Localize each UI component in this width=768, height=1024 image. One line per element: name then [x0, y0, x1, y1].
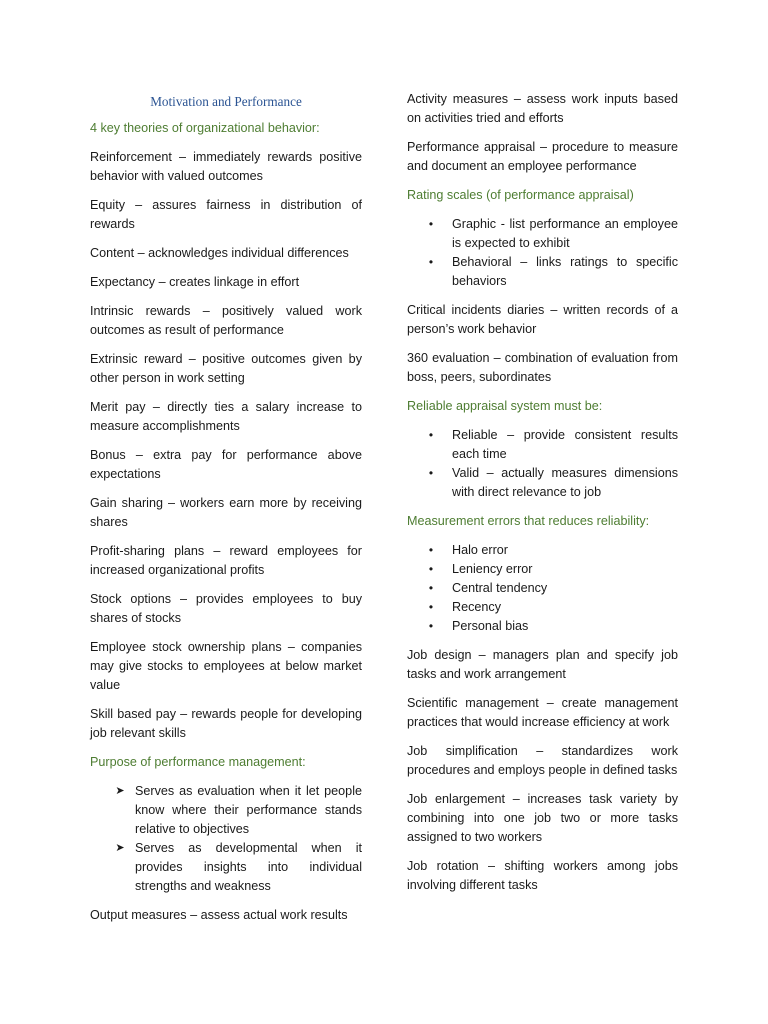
term-job-rotation: Job rotation – shifting workers among jobs involving different tasks	[407, 859, 678, 892]
error-item: • Recency	[407, 598, 678, 617]
term-performance-appraisal: Performance appraisal – procedure to measure and document an employee performance	[407, 140, 678, 173]
theory-reinforcement: Reinforcement – immediately rewards positive behavior with valued outcomes	[90, 150, 362, 183]
dot-bullet-icon: •	[428, 600, 434, 614]
error-item: • Central tendency	[407, 579, 678, 598]
term-bonus: Bonus – extra pay for performance above expectations	[90, 448, 362, 481]
heading-measurement-errors: Measurement errors that reduces reliability:	[407, 514, 650, 528]
right-column	[407, 90, 678, 905]
dot-bullet-icon: •	[428, 428, 434, 442]
theory-content: Content – acknowledges individual differences	[90, 246, 349, 260]
page-title: Motivation and Performance	[150, 94, 302, 109]
dot-bullet-icon: •	[428, 466, 434, 480]
heading-rating-scales: Rating scales (of performance appraisal)	[407, 188, 634, 202]
arrow-bullet-icon: ➤	[115, 842, 125, 854]
reliable-list	[407, 426, 678, 502]
dot-bullet-icon: •	[428, 255, 434, 269]
dot-bullet-icon: •	[428, 217, 434, 231]
term-job-enlargement: Job enlargement – increases task variety by combining into one job two or more tasks assigned to two workers	[407, 792, 678, 844]
dot-bullet-icon: •	[428, 581, 434, 595]
heading-purpose: Purpose of performance management:	[90, 755, 306, 769]
reliable-item: • Reliable – provide consistent results each time	[407, 426, 678, 464]
term-scientific-management: Scientific management – create management practices that would increase efficiency at work	[407, 696, 678, 729]
term-skill-based-pay: Skill based pay – rewards people for developing job relevant skills	[90, 707, 362, 740]
error-item: • Leniency error	[407, 560, 678, 579]
dot-bullet-icon: •	[428, 543, 434, 557]
term-output-measures: Output measures – assess actual work results	[90, 908, 348, 922]
term-profit-sharing: Profit-sharing plans – reward employees for increased organizational profits	[90, 544, 362, 577]
error-item: • Halo error	[407, 541, 678, 560]
theory-expectancy: Expectancy – creates linkage in effort	[90, 275, 300, 289]
arrow-bullet-icon: ➤	[115, 785, 125, 797]
term-critical-incidents: Critical incidents diaries – written records of a person’s work behavior	[407, 303, 678, 336]
left-column	[90, 90, 362, 935]
term-360-evaluation: 360 evaluation – combination of evaluation from boss, peers, subordinates	[407, 351, 678, 384]
purpose-item: ➤ Serves as evaluation when it let people know where their performance stands relative to objectives	[115, 784, 362, 836]
error-item: • Personal bias	[407, 617, 678, 636]
reliable-item: • Valid – actually measures dimensions with direct relevance to job	[407, 464, 678, 502]
term-esop: Employee stock ownership plans – companies may give stocks to employees at below market value	[90, 640, 362, 692]
heading-reliable-system: Reliable appraisal system must be:	[407, 399, 603, 413]
term-intrinsic-rewards: Intrinsic rewards – positively valued work outcomes as result of performance	[90, 304, 362, 337]
term-job-simplification: Job simplification – standardizes work procedures and employs people in defined tasks	[407, 744, 678, 777]
term-merit-pay: Merit pay – directly ties a salary increase to measure accomplishments	[90, 400, 362, 433]
purpose-list	[90, 782, 362, 896]
dot-bullet-icon: •	[428, 562, 434, 576]
rating-list	[407, 215, 678, 291]
errors-list	[407, 541, 678, 636]
rating-item: • Behavioral – links ratings to specific behaviors	[407, 253, 678, 291]
purpose-item: ➤ Serves as developmental when it provides insights into individual strengths and weakness	[115, 841, 362, 893]
term-gain-sharing: Gain sharing – workers earn more by receiving shares	[90, 496, 362, 529]
rating-item: • Graphic - list performance an employee is expected to exhibit	[407, 215, 678, 253]
heading-theories: 4 key theories of organizational behavior:	[90, 121, 320, 135]
term-job-design: Job design – managers plan and specify job tasks and work arrangement	[407, 648, 678, 681]
dot-bullet-icon: •	[428, 619, 434, 633]
theory-equity: Equity – assures fairness in distribution of rewards	[90, 198, 362, 231]
term-activity-measures: Activity measures – assess work inputs based on activities tried and efforts	[407, 92, 678, 125]
term-extrinsic-reward: Extrinsic reward – positive outcomes given by other person in work setting	[90, 352, 362, 385]
term-stock-options: Stock options – provides employees to buy shares of stocks	[90, 592, 362, 625]
